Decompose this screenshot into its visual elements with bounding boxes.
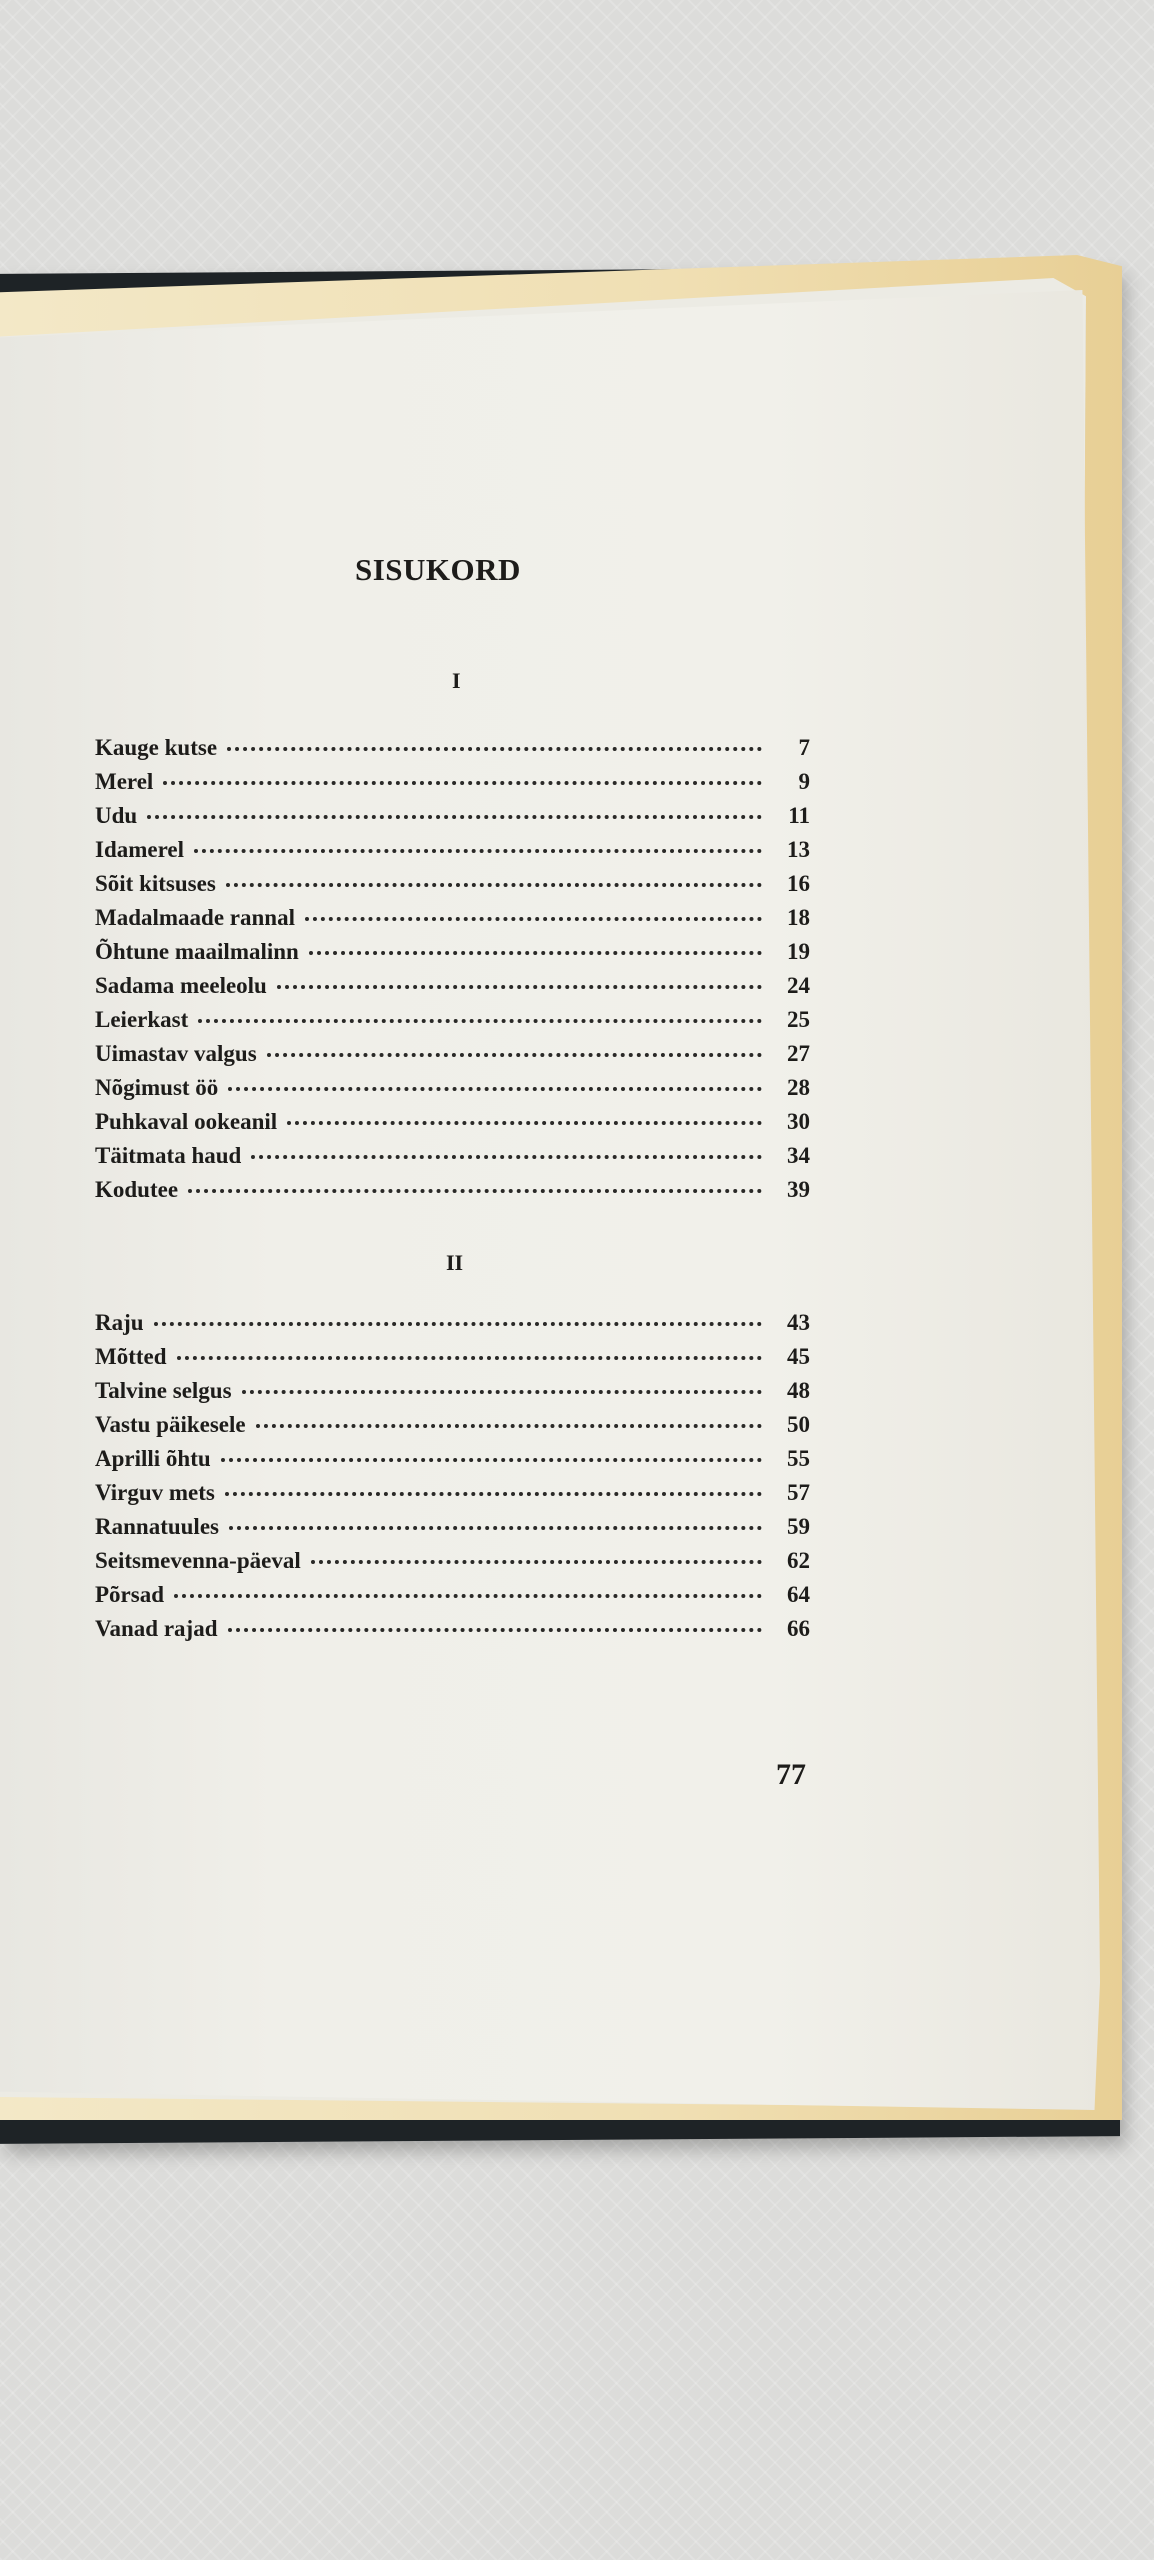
toc-entry-title: Udu [95, 803, 138, 828]
toc-entry [95, 1143, 810, 1177]
dot-leader [256, 1424, 762, 1428]
page-title: SISUKORD [355, 552, 521, 587]
dot-leader [226, 883, 762, 887]
dot-leader [311, 1560, 762, 1564]
toc-section-ii [95, 1310, 810, 1650]
toc-entry [95, 1514, 810, 1548]
toc-entry-page-number: 19 [787, 939, 810, 964]
toc-entry-page-number: 45 [787, 1344, 810, 1369]
dot-leader [228, 1087, 762, 1091]
toc-entry [95, 871, 810, 905]
toc-entry [95, 1412, 810, 1446]
toc-entry-page-number: 25 [787, 1007, 810, 1032]
toc-entry [95, 1446, 810, 1480]
dot-leader [174, 1594, 762, 1598]
toc-entry-title: Täitmata haud [95, 1143, 242, 1168]
toc-entry-page-number: 13 [787, 837, 810, 862]
dot-leader [177, 1356, 762, 1360]
dot-leader [225, 1492, 762, 1496]
toc-entry-page-number: 7 [798, 735, 810, 760]
toc-entry-page-number: 39 [787, 1177, 810, 1202]
toc-entry-title: Virguv mets [95, 1480, 215, 1505]
toc-entry [95, 1378, 810, 1412]
toc-entry-title: Sõit kitsuses [95, 871, 216, 896]
toc-entry-title: Leierkast [95, 1007, 189, 1032]
toc-entry [95, 1007, 810, 1041]
dot-leader [287, 1121, 762, 1125]
dot-leader [309, 951, 762, 955]
dot-leader [277, 985, 762, 989]
toc-entry-page-number: 34 [787, 1143, 810, 1168]
toc-entry-page-number: 30 [787, 1109, 810, 1134]
toc-entry-page-number: 59 [787, 1514, 810, 1539]
section-heading-i: I [452, 668, 461, 693]
toc-entry-page-number: 57 [787, 1480, 810, 1505]
toc-entry-page-number: 24 [787, 973, 810, 998]
toc-entry-title: Aprilli õhtu [95, 1446, 211, 1471]
toc-entry [95, 939, 810, 973]
toc-entry [95, 735, 810, 769]
toc-entry-page-number: 9 [798, 769, 810, 794]
toc-entry-title: Sadama meeleolu [95, 973, 267, 998]
dot-leader [221, 1458, 762, 1462]
toc-entry-page-number: 50 [787, 1412, 810, 1437]
toc-entry-page-number: 43 [787, 1310, 810, 1335]
page-number: 77 [776, 1758, 806, 1791]
dot-leader [251, 1155, 762, 1159]
toc-entry-title: Mõtted [95, 1344, 167, 1369]
toc-entry-title: Uimastav valgus [95, 1041, 257, 1066]
toc-entry [95, 905, 810, 939]
toc-entry-page-number: 48 [787, 1378, 810, 1403]
toc-entry [95, 1177, 810, 1211]
dot-leader [188, 1189, 762, 1193]
toc-entry [95, 1041, 810, 1075]
toc-entry-page-number: 64 [787, 1582, 810, 1607]
toc-entry [95, 1480, 810, 1514]
toc-entry-page-number: 27 [787, 1041, 810, 1066]
toc-entry-title: Raju [95, 1310, 144, 1335]
dot-leader [242, 1390, 762, 1394]
dot-leader [267, 1053, 762, 1057]
dot-leader [228, 1628, 763, 1632]
toc-entry-title: Kodutee [95, 1177, 179, 1202]
toc-entry [95, 1616, 810, 1650]
toc-entry-page-number: 66 [787, 1616, 810, 1641]
toc-entry-title: Merel [95, 769, 154, 794]
toc-entry-page-number: 62 [787, 1548, 810, 1573]
toc-entry [95, 1548, 810, 1582]
toc-entry [95, 1109, 810, 1143]
toc-entry [95, 1344, 810, 1378]
toc-entry [95, 1582, 810, 1616]
toc-entry-title: Rannatuules [95, 1514, 219, 1539]
dot-leader [163, 781, 762, 785]
dot-leader [154, 1322, 762, 1326]
dot-leader [147, 815, 762, 819]
toc-entry-page-number: 55 [787, 1446, 810, 1471]
toc-entry-title: Põrsad [95, 1582, 164, 1607]
toc-entry-title: Idamerel [95, 837, 185, 862]
toc-entry-title: Õhtune maailmalinn [95, 939, 299, 964]
toc-entry [95, 1310, 810, 1344]
dot-leader [194, 849, 762, 853]
toc-entry-page-number: 28 [787, 1075, 810, 1100]
toc-entry [95, 803, 810, 837]
toc-entry-title: Seitsmevenna-päeval [95, 1548, 301, 1573]
dot-leader [305, 917, 762, 921]
toc-entry-page-number: 11 [788, 803, 810, 828]
toc-entry-title: Vastu päikesele [95, 1412, 246, 1437]
toc-entry [95, 837, 810, 871]
toc-entry-title: Madalmaade rannal [95, 905, 295, 930]
dot-leader [229, 1526, 762, 1530]
toc-section-i [95, 735, 810, 1211]
section-heading-ii: II [446, 1250, 464, 1275]
dot-leader [227, 747, 762, 751]
toc-entry-page-number: 16 [787, 871, 810, 896]
toc-entry [95, 1075, 810, 1109]
toc-entry-title: Talvine selgus [95, 1378, 232, 1403]
toc-entry-title: Vanad rajad [95, 1616, 218, 1641]
dot-leader [198, 1019, 762, 1023]
toc-entry-title: Nõgimust öö [95, 1075, 219, 1100]
toc-entry-page-number: 18 [787, 905, 810, 930]
toc-entry-title: Puhkaval ookeanil [95, 1109, 278, 1134]
toc-entry [95, 973, 810, 1007]
toc-entry-title: Kauge kutse [95, 735, 218, 760]
toc-entry [95, 769, 810, 803]
